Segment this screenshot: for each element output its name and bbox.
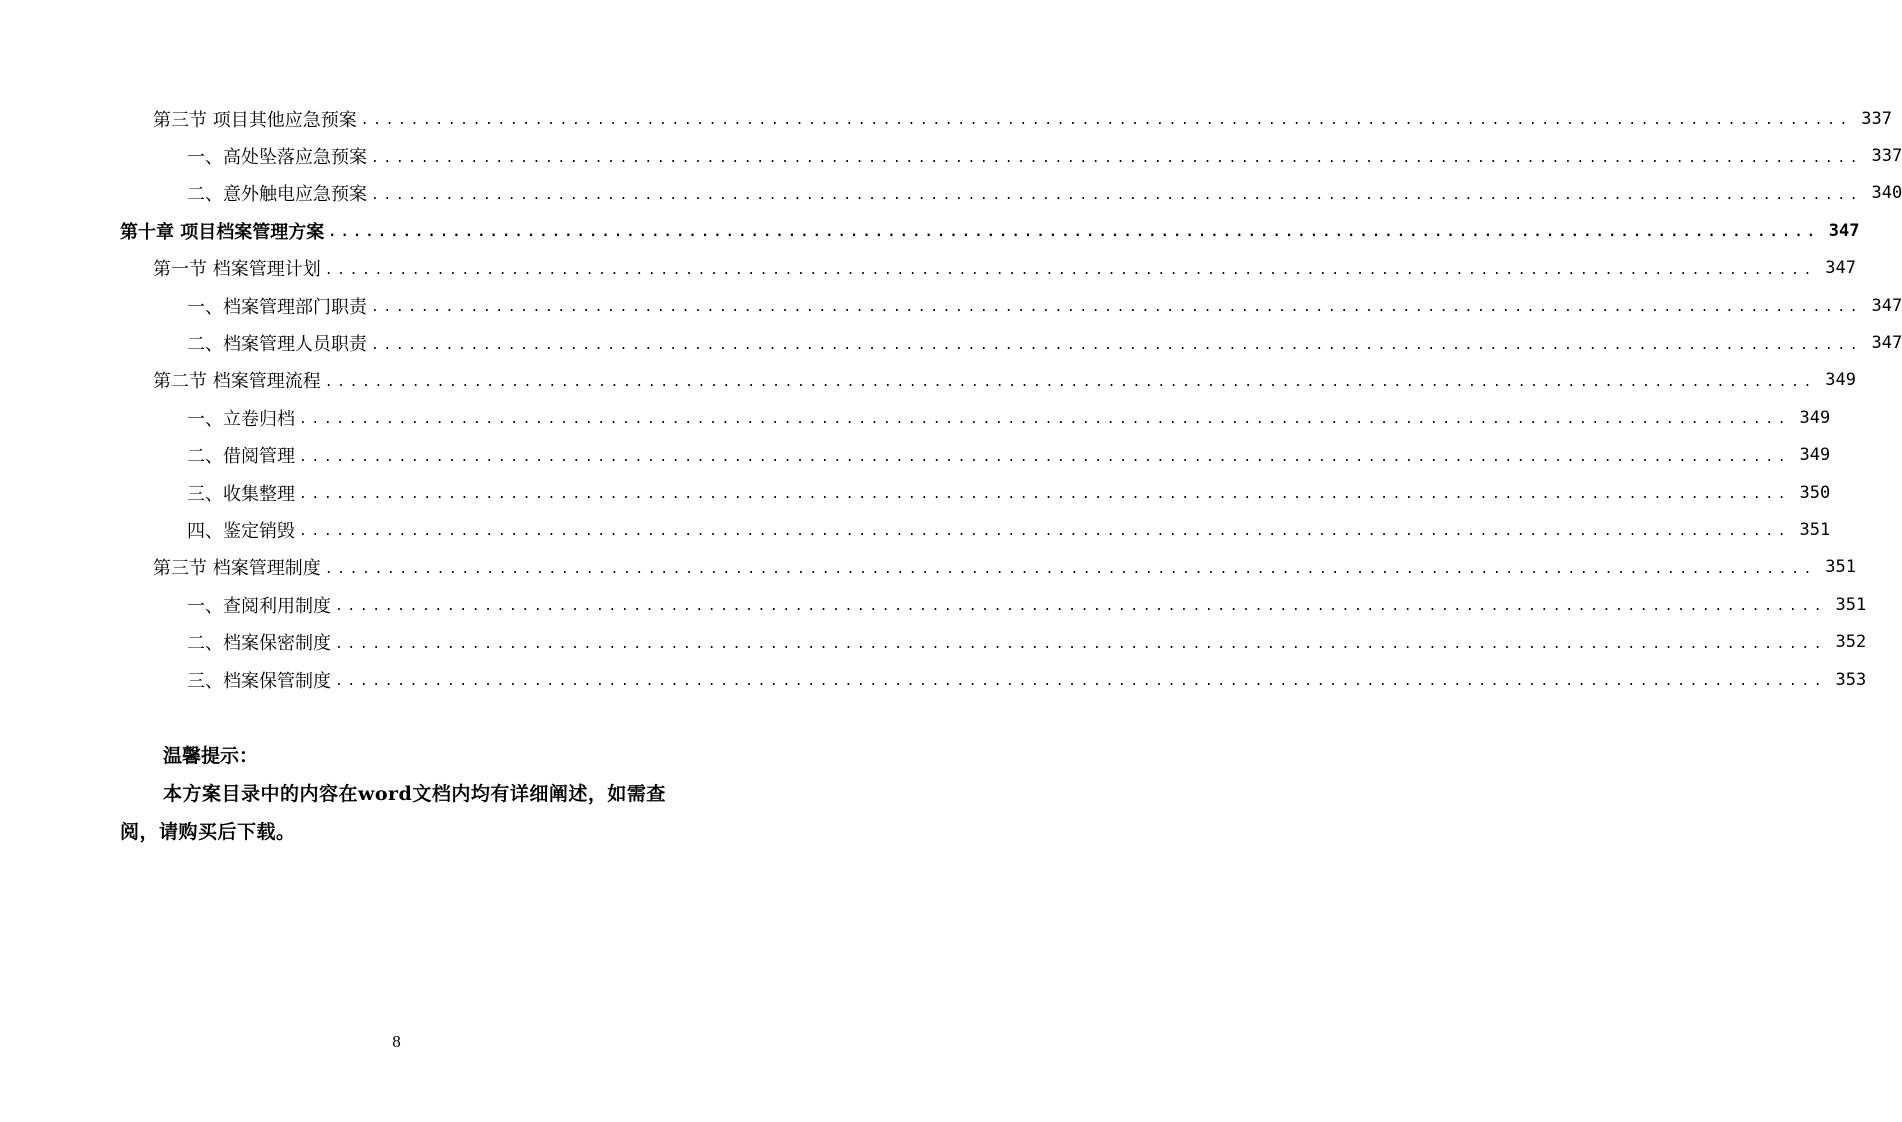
toc-entry-subsection[interactable] (187, 623, 1867, 660)
toc-entry-subsection[interactable] (187, 137, 1902, 174)
toc-entry-title: 一、立卷归档 (187, 408, 295, 430)
toc-dot-leader: ........................................................................................................................ (335, 674, 1827, 690)
toc-entry-section[interactable] (153, 100, 1892, 137)
toc-dot-leader: ........................................................................................................................ (371, 300, 1863, 316)
toc-entry-title: 一、高处坠落应急预案 (187, 147, 367, 169)
toc-entry-title: 一、档案管理部门职责 (187, 296, 367, 318)
toc-entry-page: 337 (1871, 146, 1902, 167)
toc-entry-title: 一、查阅利用制度 (187, 595, 331, 617)
toc-entry-page: 351 (1835, 594, 1867, 615)
toc-dot-leader: ........................................................................................................................ (324, 561, 1816, 577)
toc-entry-page: 352 (1835, 632, 1867, 653)
toc-entry-title: 三、档案保管制度 (187, 670, 331, 692)
toc-entry-page: 347 (1871, 295, 1902, 316)
toc-entry-title: 四、鉴定销毁 (187, 520, 295, 542)
page-number: 8 (392, 1032, 401, 1051)
toc-entry-title: 第二节 档案管理流程 (153, 371, 321, 393)
toc-entry-title: 三、收集整理 (187, 483, 295, 505)
toc-entry-page: 347 (1828, 220, 1860, 241)
toc-entry-page: 350 (1799, 482, 1831, 503)
toc-dot-leader: ........................................................................................................................ (299, 524, 1791, 540)
toc-entry-subsection[interactable] (187, 437, 1831, 474)
toc-entry-title: 第一节 档案管理计划 (153, 259, 321, 281)
toc-entry-subsection[interactable] (187, 511, 1831, 548)
toc-dot-leader: ........................................................................................................................ (324, 262, 1816, 278)
notice-body: 本方案目录中的内容在word文档内均有详细阐述，如需查阅，请购买后下载。 (120, 783, 666, 843)
toc-entry-subsection[interactable] (187, 586, 1867, 623)
toc-entry-subsection[interactable] (187, 324, 1902, 361)
table-of-contents (0, 100, 1902, 698)
toc-dot-leader: ........................................................................................................................ (299, 449, 1791, 465)
toc-entry-page: 337 (1861, 108, 1892, 129)
toc-entry-page: 351 (1799, 519, 1831, 540)
toc-dot-leader: ........................................................................................................................ (335, 636, 1827, 652)
toc-entry-page: 351 (1825, 557, 1856, 578)
toc-dot-leader: ........................................................................................................................ (335, 599, 1827, 615)
reminder-notice (120, 737, 676, 851)
toc-entry-title: 第三节 档案管理制度 (153, 558, 321, 580)
toc-entry-page: 347 (1871, 333, 1902, 354)
toc-dot-leader: ........................................................................................................................ (299, 412, 1791, 428)
toc-entry-title: 二、借阅管理 (187, 446, 295, 468)
notice-heading: 温馨提示： (163, 745, 259, 767)
toc-entry-page: 349 (1825, 370, 1856, 391)
toc-entry-page: 347 (1825, 258, 1856, 279)
toc-dot-leader: ........................................................................................................................ (371, 337, 1863, 353)
toc-entry-title: 二、档案管理人员职责 (187, 334, 367, 356)
toc-entry-title: 二、档案保密制度 (187, 633, 331, 655)
toc-entry-subsection[interactable] (187, 661, 1867, 698)
toc-entry-section[interactable] (153, 362, 1856, 399)
toc-entry-section[interactable] (153, 250, 1856, 287)
toc-entry-title: 二、意外触电应急预案 (187, 184, 367, 206)
toc-entry-chapter[interactable] (120, 212, 1860, 249)
toc-dot-leader: ........................................................................................................................ (360, 113, 1852, 129)
toc-entry-page: 340 (1871, 183, 1902, 204)
toc-entry-title: 第十章 项目档案管理方案 (120, 221, 325, 243)
toc-entry-subsection[interactable] (187, 175, 1902, 212)
toc-entry-section[interactable] (153, 549, 1856, 586)
toc-dot-leader: ........................................................................................................................ (324, 374, 1816, 390)
toc-dot-leader: ........................................................................................................................ (328, 225, 1820, 241)
toc-dot-leader: ........................................................................................................................ (371, 187, 1863, 203)
toc-dot-leader: ........................................................................................................................ (299, 487, 1791, 503)
toc-entry-subsection[interactable] (187, 287, 1902, 324)
toc-entry-page: 349 (1799, 445, 1831, 466)
toc-dot-leader: ........................................................................................................................ (371, 150, 1863, 166)
toc-entry-page: 349 (1799, 407, 1831, 428)
toc-entry-subsection[interactable] (187, 399, 1831, 436)
toc-entry-page: 353 (1835, 669, 1867, 690)
toc-entry-subsection[interactable] (187, 474, 1831, 511)
toc-entry-title: 第三节 项目其他应急预案 (153, 109, 357, 131)
